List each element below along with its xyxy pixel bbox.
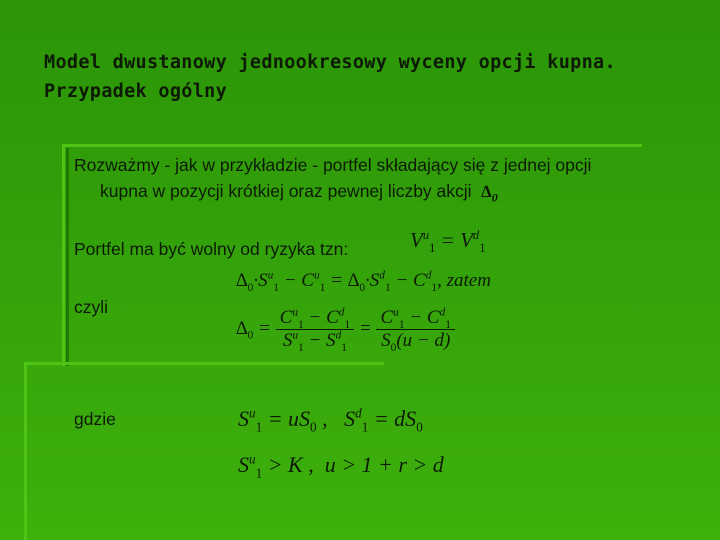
formula-stock-prices: $S^u_1 = uS_0$ , $S^d_1 = dS_0$	[238, 405, 423, 435]
delta-fraction-2: $\frac{C^u_1 - C^d_1}{S_0(u - d)}$	[376, 307, 455, 352]
formula-equality: $\Delta_0\cdot S^u_1 - C^u_1 = \Delta_0\cdot S^d_1 - C^d_1$, zatem	[236, 269, 491, 294]
frame-left-line	[62, 144, 65, 366]
formula-delta: $\Delta_0$ = $\frac{C^u_1 - C^d_1}{S^u_1 - S^d_1}$ = $\frac{C^u_1 - C^d_1}{S_0(u - d)}$	[236, 307, 455, 352]
delta-fraction-1: $\frac{C^u_1 - C^d_1}{S^u_1 - S^d_1}$	[276, 307, 355, 352]
frame-mid-line	[24, 362, 384, 365]
portfel-label: Portfel ma być wolny od ryzyka tzn:	[74, 239, 349, 259]
delta-zero-symbol: $\Delta_0$	[481, 182, 498, 205]
formula-risk-free: $V^u_1 = V^d_1$	[410, 228, 486, 256]
intro-line-1: Rozważmy - jak w przykładzie - portfel składający się z jednej opcji	[74, 155, 592, 175]
intro-text	[74, 152, 694, 210]
zatem-word: , zatem	[437, 270, 491, 291]
frame-outer-left-line	[24, 362, 27, 540]
formula-conditions: $S^u_1 > K$ , u > 1 + r > d	[238, 451, 444, 481]
frame-left-shadow	[66, 148, 69, 366]
gdzie-label: gdzie	[74, 409, 116, 429]
frame-top-line	[62, 144, 642, 147]
slide-title: Model dwustanowy jednookresowy wyceny opcji kupna. Przypadek ogólny	[44, 52, 616, 102]
czyli-label: czyli	[74, 297, 109, 317]
intro-line-2: kupna w pozycji krótkiej oraz pewnej liczby akcji $\Delta_0$	[100, 181, 498, 205]
